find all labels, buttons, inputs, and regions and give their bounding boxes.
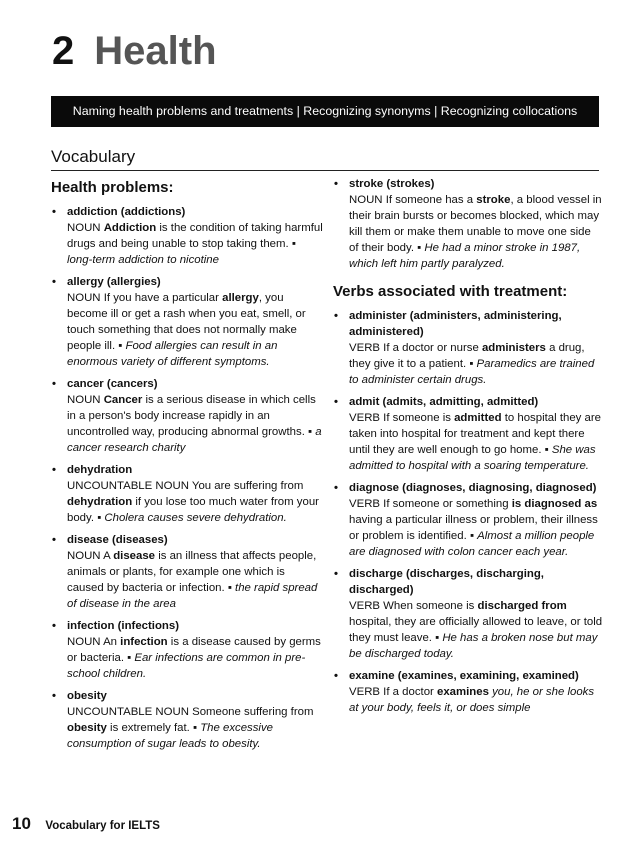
dictionary-entry bbox=[51, 376, 323, 456]
health-problems-heading: Health problems: bbox=[51, 179, 174, 196]
bullet-icon: • bbox=[52, 464, 56, 476]
dictionary-entry bbox=[51, 618, 323, 682]
section-divider bbox=[51, 170, 599, 171]
entry-headword: examine (examines, examining, examined) bbox=[349, 670, 579, 682]
definition-keyword: Addiction bbox=[103, 222, 157, 234]
bullet-icon: • bbox=[334, 670, 338, 682]
treatment-verbs-list bbox=[333, 308, 603, 716]
treatment-verbs-heading: Verbs associated with treatment: bbox=[333, 283, 568, 300]
bullet-icon: • bbox=[52, 620, 56, 632]
example-sentence: Almost a million people are diagnosed with colon cancer each year. bbox=[349, 530, 595, 558]
bullet-icon: • bbox=[52, 690, 56, 702]
entry-headword: diagnose (diagnoses, diagnosing, diagnosed) bbox=[349, 482, 597, 494]
example-sentence: Cholera causes severe dehydration. bbox=[104, 512, 287, 524]
entry-definition bbox=[67, 392, 323, 456]
dictionary-entry bbox=[333, 668, 603, 716]
entry-definition bbox=[67, 478, 323, 526]
entry-headword: obesity bbox=[67, 690, 107, 702]
example-sentence: long-term addiction to nicotine bbox=[67, 254, 219, 266]
example-sentence: the rapid spread of disease in the area bbox=[67, 582, 318, 610]
bullet-icon: • bbox=[52, 276, 56, 288]
definition-keyword: Cancer bbox=[103, 394, 143, 406]
entry-definition bbox=[67, 704, 323, 752]
bullet-icon: • bbox=[334, 568, 338, 580]
example-marker: ▪ bbox=[435, 632, 443, 644]
chapter-name: Health bbox=[94, 29, 217, 73]
definition-text: , a blood vessel in their brain bursts or becomes blocked, which may kill them or make them unable to move one side of their body. bbox=[349, 194, 602, 254]
definition-keyword: disease bbox=[113, 550, 156, 562]
definition-text: having a particular illness or problem, their illness or problem is identified. bbox=[349, 514, 598, 542]
definition-keyword: administers bbox=[481, 342, 546, 354]
example-marker: ▪ bbox=[192, 722, 201, 734]
bullet-icon: • bbox=[334, 482, 338, 494]
example-marker: ▪ bbox=[544, 444, 552, 456]
right-column bbox=[333, 176, 603, 722]
definition-text: is a serious disease in which cells in a person's body increase rapidly in an uncontrolled way, producing abnormal growths. bbox=[67, 394, 316, 438]
section-title: Vocabulary bbox=[51, 147, 136, 166]
entry-definition bbox=[349, 684, 603, 716]
example-marker: ▪ bbox=[308, 426, 316, 438]
dictionary-entry bbox=[51, 274, 323, 370]
definition-text: hospital, they are officially allowed to leave, or told they must leave. bbox=[349, 616, 603, 644]
definition-text: NOUN bbox=[67, 394, 104, 406]
entry-headword: cancer (cancers) bbox=[67, 378, 158, 390]
dictionary-entry bbox=[333, 480, 603, 560]
dictionary-entry bbox=[51, 462, 323, 526]
definition-text: UNCOUNTABLE NOUN Someone suffering from bbox=[67, 706, 314, 718]
bullet-icon: • bbox=[334, 396, 338, 408]
objectives-banner: Naming health problems and treatments | Recognizing synonyms | Recognizing collocations bbox=[51, 96, 599, 127]
dictionary-entry bbox=[51, 204, 323, 268]
example-sentence: you, he or she looks at your body, feels it, or does simple bbox=[349, 686, 595, 714]
entry-headword: addiction (addictions) bbox=[67, 206, 186, 218]
definition-text: is the condition of taking harmful drugs and being unable to stop taking them. bbox=[67, 222, 323, 250]
entry-definition bbox=[67, 290, 323, 370]
definition-text: to hospital they are taken into hospital for treatment and kept there until they are well enough to go home. bbox=[349, 412, 601, 456]
definition-keyword: allergy bbox=[222, 292, 259, 304]
entry-headword: infection (infections) bbox=[67, 620, 180, 632]
definition-text: NOUN A bbox=[67, 550, 114, 562]
example-sentence: The excessive consumption of sugar leads to obesity. bbox=[67, 722, 273, 750]
definition-text: VERB If a doctor or nurse bbox=[349, 342, 482, 354]
example-sentence: Paramedics are trained to administer certain drugs. bbox=[349, 358, 595, 386]
definition-text: NOUN bbox=[67, 222, 104, 234]
stroke-entry-slot bbox=[333, 176, 603, 272]
definition-text: a drug, they give it to a patient. bbox=[349, 342, 585, 370]
bullet-icon: • bbox=[52, 206, 56, 218]
bullet-icon: • bbox=[334, 178, 338, 190]
entry-definition bbox=[349, 496, 603, 560]
definition-keyword: examines bbox=[437, 686, 489, 698]
example-marker: ▪ bbox=[118, 340, 126, 352]
entry-headword: admit (admits, admitting, admitted) bbox=[349, 396, 539, 408]
bullet-icon: • bbox=[334, 310, 338, 322]
example-sentence: a cancer research charity bbox=[67, 426, 322, 454]
dictionary-entry bbox=[333, 394, 603, 474]
definition-keyword: discharged from bbox=[477, 600, 567, 612]
definition-text: is extremely fat. bbox=[106, 722, 193, 734]
definition-text: is an illness that affects people, animals or plants, for example one which is caused by bacteria or infection. bbox=[67, 550, 317, 594]
definition-keyword: stroke bbox=[476, 194, 511, 206]
entry-headword: stroke (strokes) bbox=[349, 178, 435, 190]
example-sentence: Ear infections are common in pre-school children. bbox=[67, 652, 306, 680]
example-marker: ▪ bbox=[291, 238, 296, 250]
example-sentence: He had a minor stroke in 1987, which left him partly paralyzed. bbox=[349, 242, 581, 270]
example-marker: ▪ bbox=[469, 530, 478, 542]
dictionary-entry bbox=[51, 688, 323, 752]
example-marker: ▪ bbox=[227, 582, 236, 594]
definition-keyword: admitted bbox=[454, 412, 502, 424]
definition-text: is a disease caused by germs or bacteria. bbox=[67, 636, 321, 664]
entry-definition bbox=[349, 192, 603, 272]
definition-keyword: is diagnosed as bbox=[511, 498, 598, 510]
entry-definition bbox=[349, 410, 603, 474]
dictionary-entry bbox=[333, 176, 603, 272]
book-title: Vocabulary for IELTS bbox=[45, 820, 160, 832]
definition-text: VERB If someone is bbox=[349, 412, 455, 424]
example-marker: ▪ bbox=[417, 242, 425, 254]
definition-keyword: obesity bbox=[67, 722, 107, 734]
entry-definition bbox=[67, 634, 323, 682]
example-marker: ▪ bbox=[97, 512, 105, 524]
entry-headword: administer (administers, administering, administered) bbox=[349, 310, 562, 338]
entry-definition bbox=[67, 220, 323, 268]
definition-text: , you become ill or get a rash when you eat, smell, or touch something that does not normally make people ill. bbox=[67, 292, 306, 352]
bullet-icon: • bbox=[52, 378, 56, 390]
definition-text: UNCOUNTABLE NOUN You are suffering from bbox=[67, 480, 304, 492]
page-footer bbox=[12, 814, 160, 834]
chapter-number: 2 bbox=[52, 29, 75, 73]
example-marker: ▪ bbox=[469, 358, 477, 370]
dictionary-entry bbox=[333, 566, 603, 662]
chapter-title bbox=[52, 28, 217, 74]
entry-headword: allergy (allergies) bbox=[67, 276, 161, 288]
definition-text: VERB If a doctor bbox=[349, 686, 437, 698]
bullet-icon: • bbox=[52, 534, 56, 546]
entry-definition bbox=[349, 598, 603, 662]
definition-text: VERB When someone is bbox=[349, 600, 478, 612]
example-sentence: She was admitted to hospital with a soaring temperature. bbox=[349, 444, 596, 472]
entry-definition bbox=[67, 548, 323, 612]
example-sentence: He has a broken nose but may be discharged today. bbox=[349, 632, 598, 660]
dictionary-entry bbox=[333, 308, 603, 388]
example-sentence: Food allergies can result in an enormous variety of different symptoms. bbox=[67, 340, 278, 368]
definition-text: NOUN If someone has a bbox=[349, 194, 477, 206]
entry-headword: disease (diseases) bbox=[67, 534, 168, 546]
page-number: 10 bbox=[12, 814, 31, 833]
definition-text: if you lose too much water from your body. bbox=[67, 496, 319, 524]
left-column bbox=[51, 176, 323, 758]
example-marker: ▪ bbox=[127, 652, 135, 664]
health-problems-list bbox=[51, 204, 323, 752]
entry-definition bbox=[349, 340, 603, 388]
dictionary-entry bbox=[51, 532, 323, 612]
definition-text: VERB If someone or something bbox=[349, 498, 512, 510]
definition-text: NOUN An bbox=[67, 636, 121, 648]
entry-headword: discharge (discharges, discharging, discharged) bbox=[349, 568, 544, 596]
definition-keyword: infection bbox=[120, 636, 168, 648]
entry-headword: dehydration bbox=[67, 464, 133, 476]
definition-text: NOUN If you have a particular bbox=[67, 292, 223, 304]
definition-keyword: dehydration bbox=[67, 496, 133, 508]
